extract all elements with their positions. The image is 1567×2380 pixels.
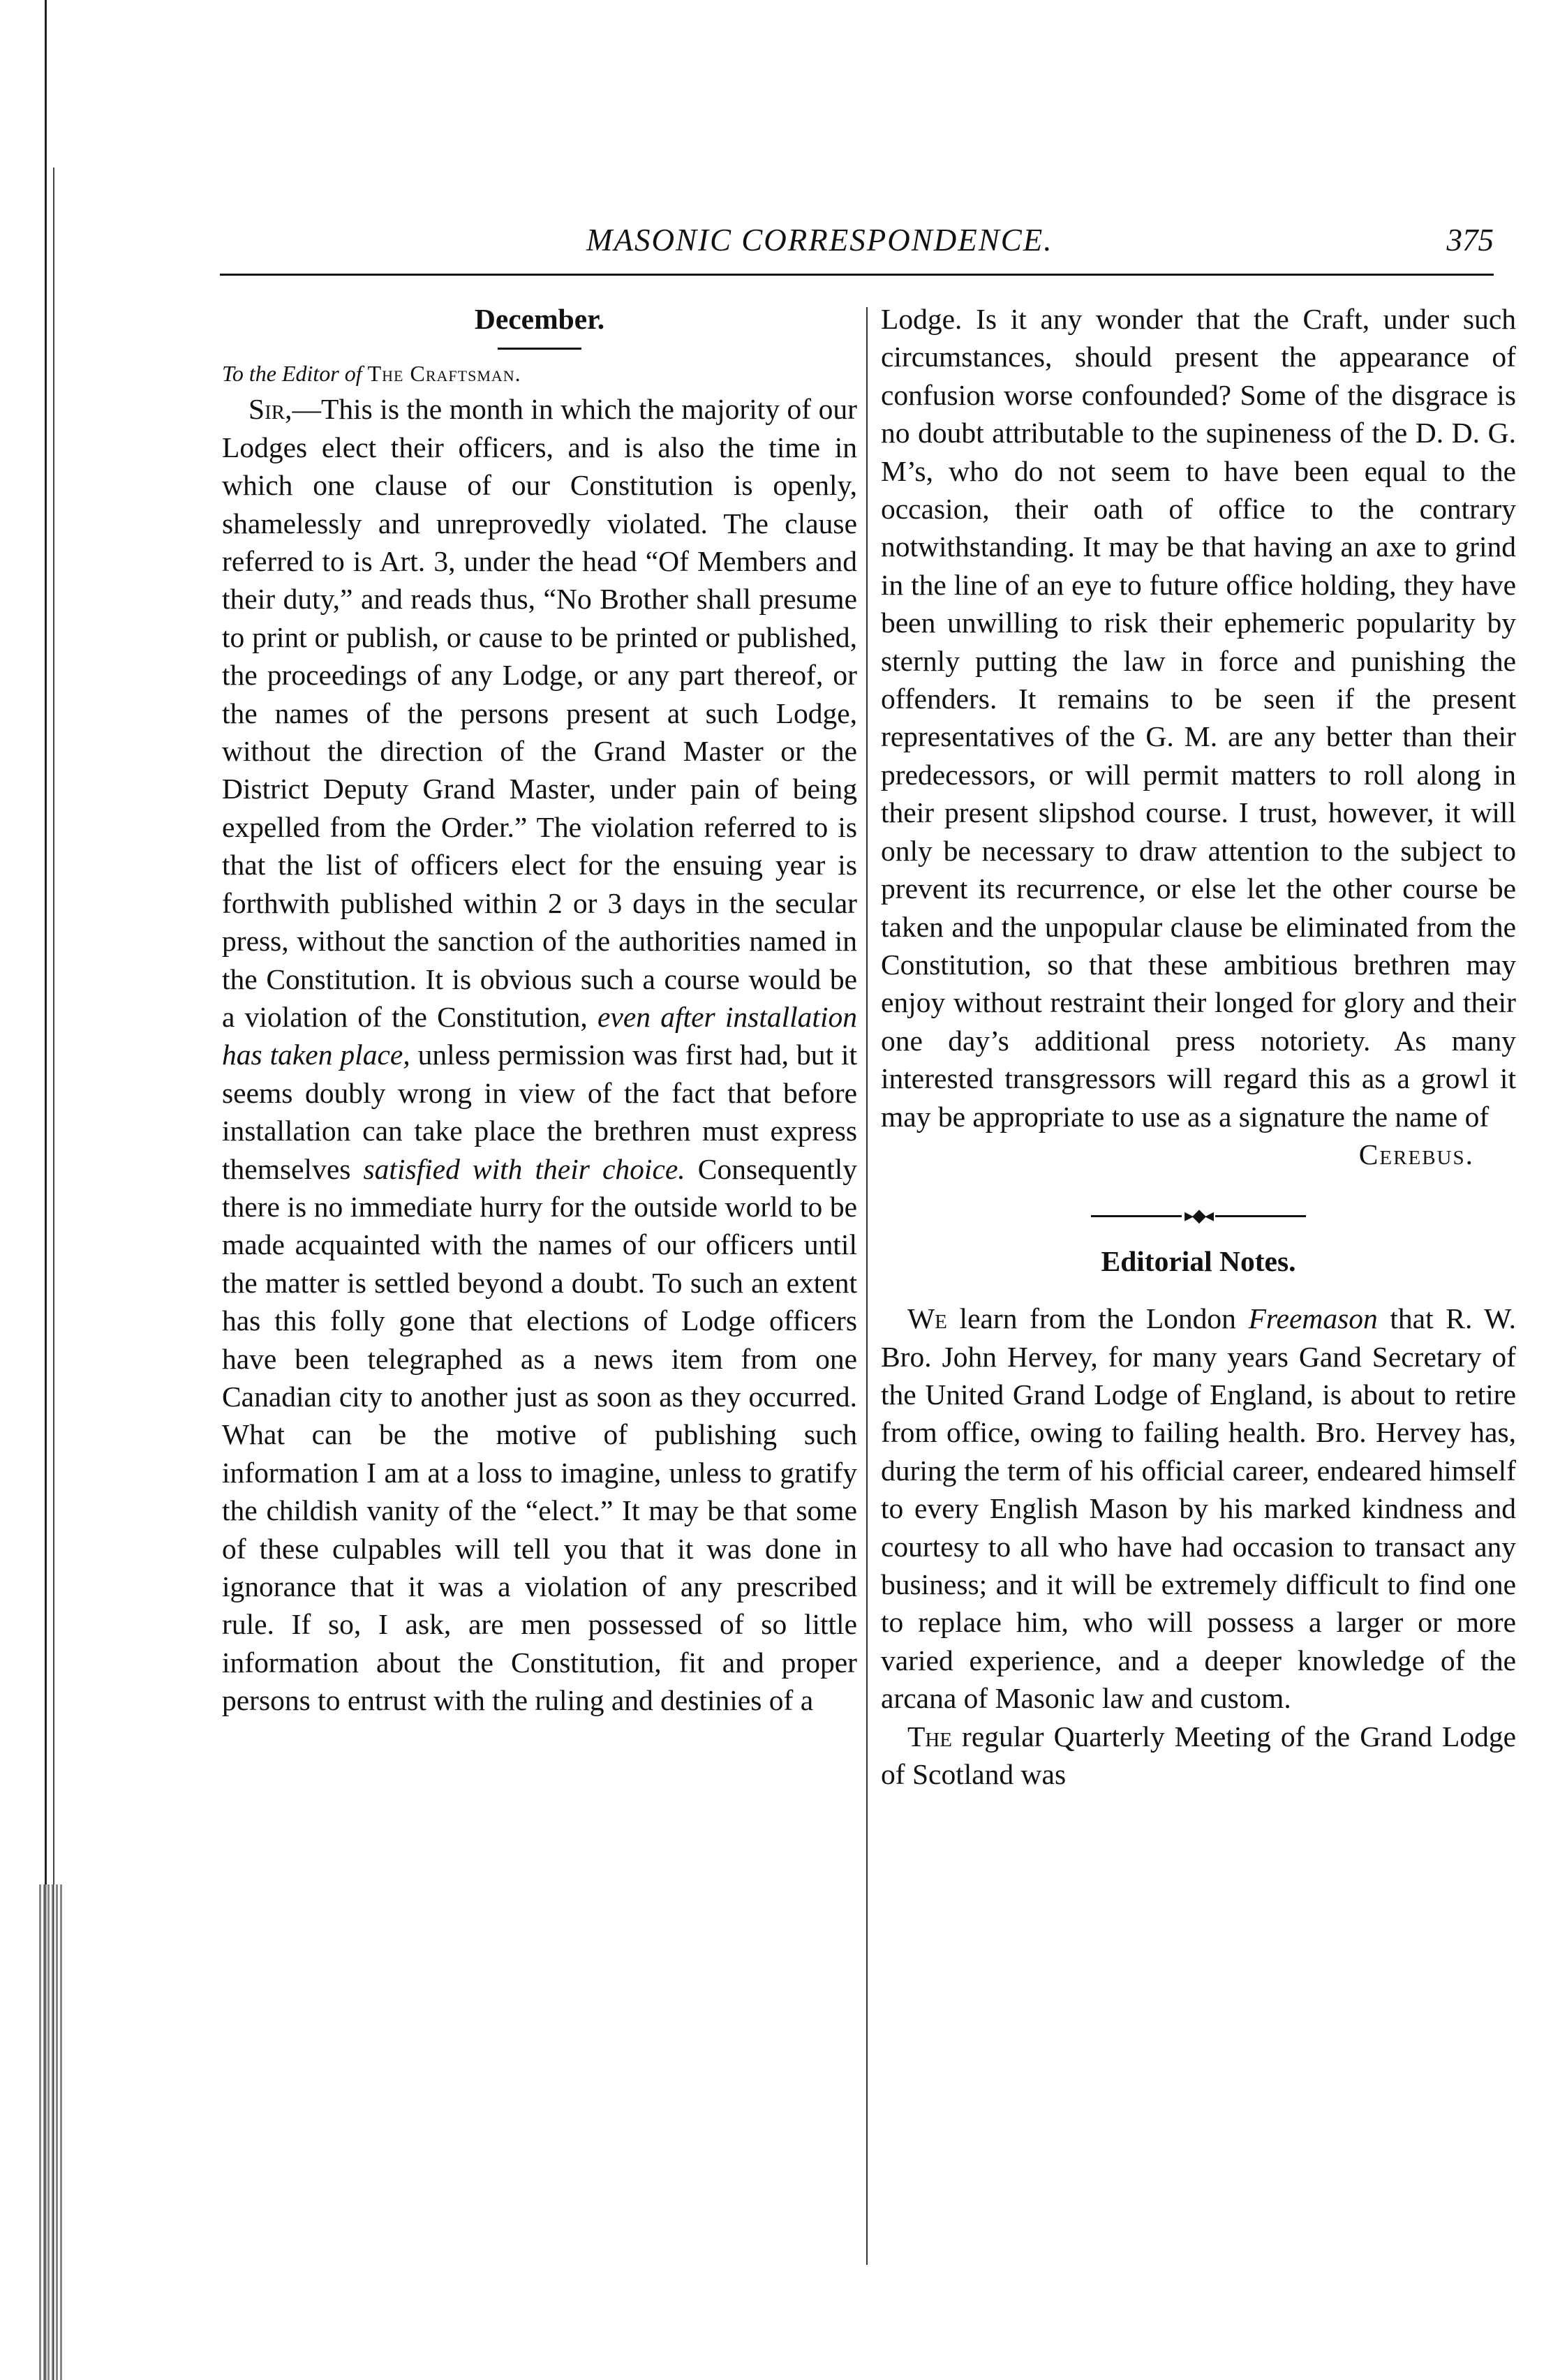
running-head	[558, 222, 1494, 264]
letter-body	[222, 390, 857, 1719]
para1-lead: We	[907, 1302, 947, 1335]
letter-heading: December.	[474, 303, 605, 335]
right-column	[881, 300, 1516, 1793]
letter-continuation: Lodge. Is it any wonder that the Craft, under such circumstances, should present the appearance of confusion worse confounded? Some of the disgrace is no doubt attributable to the supineness of the D. D. G. M’s, who do not seem to have been equal to the occasion, their oath of office to the contrary notwithstanding. It may be that having an axe to grind in the line of an eye to future office holding, they have been unwilling to risk their ephemeric popularity by sternly putting the law in force and punishing the offenders. It remains to be seen if the present representatives of the G. M. are any better than their predecessors, or will permit matters to roll along in their present slipshod course. I trust, however, it will only be necessary to draw attention to the subject to prevent its recurrence, or else let the other course be taken and the unpopular clause be eliminated from the Constitution, so that these ambitious brethren may enjoy without restraint their longed for glory and their one day’s additional press notoriety. As many interested transgressors will regard this as a growl it may be appropriate to use as a signature the name of	[881, 303, 1516, 1133]
heading-rule	[498, 348, 581, 350]
editorial-paragraph-1	[881, 1300, 1516, 1717]
section-heading: Editorial Notes.	[1101, 1244, 1296, 1277]
ornament-glyph: ▸◆◂	[1184, 1205, 1213, 1226]
column-divider	[866, 307, 868, 2265]
section-ornament	[881, 1197, 1516, 1235]
salutation: Sir,	[248, 393, 292, 426]
addressee-prefix: To the Editor of	[222, 361, 362, 387]
ornament-bar-right	[1215, 1215, 1306, 1217]
running-title: MASONIC CORRESPONDENCE.	[586, 223, 1053, 258]
para1-text-a: learn from the London	[946, 1302, 1249, 1335]
letter-emphasis-1: even after installation has taken place,	[222, 1000, 857, 1071]
letter-emphasis-2: satisfied with their choice.	[363, 1152, 685, 1185]
editorial-paragraph-2	[881, 1718, 1516, 1794]
addressee-line	[222, 357, 857, 390]
left-column	[222, 300, 857, 1720]
header-rule	[220, 274, 1494, 276]
ornament-bar-left	[1091, 1215, 1182, 1217]
spine-shading	[39, 1884, 64, 2380]
letter-body-part3: Consequently there is no immediate hurry for the outside world to be made acquainted with the names of our officers until the matter is settled beyond a doubt. To such an extent has this folly gone that elections of Lodge officers have been telegraphed as a news item from one Canadian city to another just as soon as they occurred. What can be the motive of publishing such information I am at a loss to imagine, unless to gratify the childish vanity of the “elect.” It may be that some of these culpables will tell you that it was done in ignorance that it was a violation of any prescribed rule. If so, I ask, are men possessed of so little information about the Constitution, fit and proper persons to entrust with the ruling and destinies of a	[222, 1152, 857, 1717]
para1-italic: Freemason	[1248, 1302, 1378, 1335]
page-number: 375	[1446, 223, 1494, 258]
addressee-name: The Craftsman.	[367, 361, 521, 387]
para2-text: regular Quarterly Meeting of the Grand Lodge of Scotland was	[881, 1720, 1516, 1791]
letter-signature: Cerebus.	[1358, 1138, 1474, 1170]
para2-lead: The	[907, 1720, 953, 1753]
book-spine-edge	[39, 0, 64, 2380]
letter-body-part2: unless permission was first had, but it seems doubly wrong in view of the fact that before installation can take place the brethren must express themselves	[222, 1039, 857, 1185]
para1-text-b: that R. W. Bro. John Hervey, for many years Gand Secretary of the United Grand Lodge of England, is about to retire from office, owing to failing health. Bro. Hervey has, during the term of his official career, endeared himself to every English Mason by his marked kindness and courtesy to all who have had occasion to transact any business; and it will be extremely difficult to find one to replace him, who will possess a larger or more varied experience, and a deeper knowledge of the arcana of Masonic law and custom.	[881, 1302, 1516, 1715]
letter-body-part1: —This is the month in which the majority of our Lodges elect their officers, and is also the time in which one clause of our Constitution is openly, shamelessly and unreprovedly violated. The clause referred to is Art. 3, under the head “Of Members and their duty,” and reads thus, “No Brother shall presume to print or publish, or cause to be printed or published, the proceedings of any Lodge, or any part thereof, or the names of the persons present at such Lodge, without the direction of the Grand Master or the District Deputy Grand Master, under pain of being expelled from the Order.” The violation referred to is that the list of officers elect for the ensuing year is forthwith published within 2 or 3 days in the secular press, without the sanction of the authorities named in the Constitution. It is obvious such a course would be a violation of the Constitution,	[222, 393, 857, 1033]
